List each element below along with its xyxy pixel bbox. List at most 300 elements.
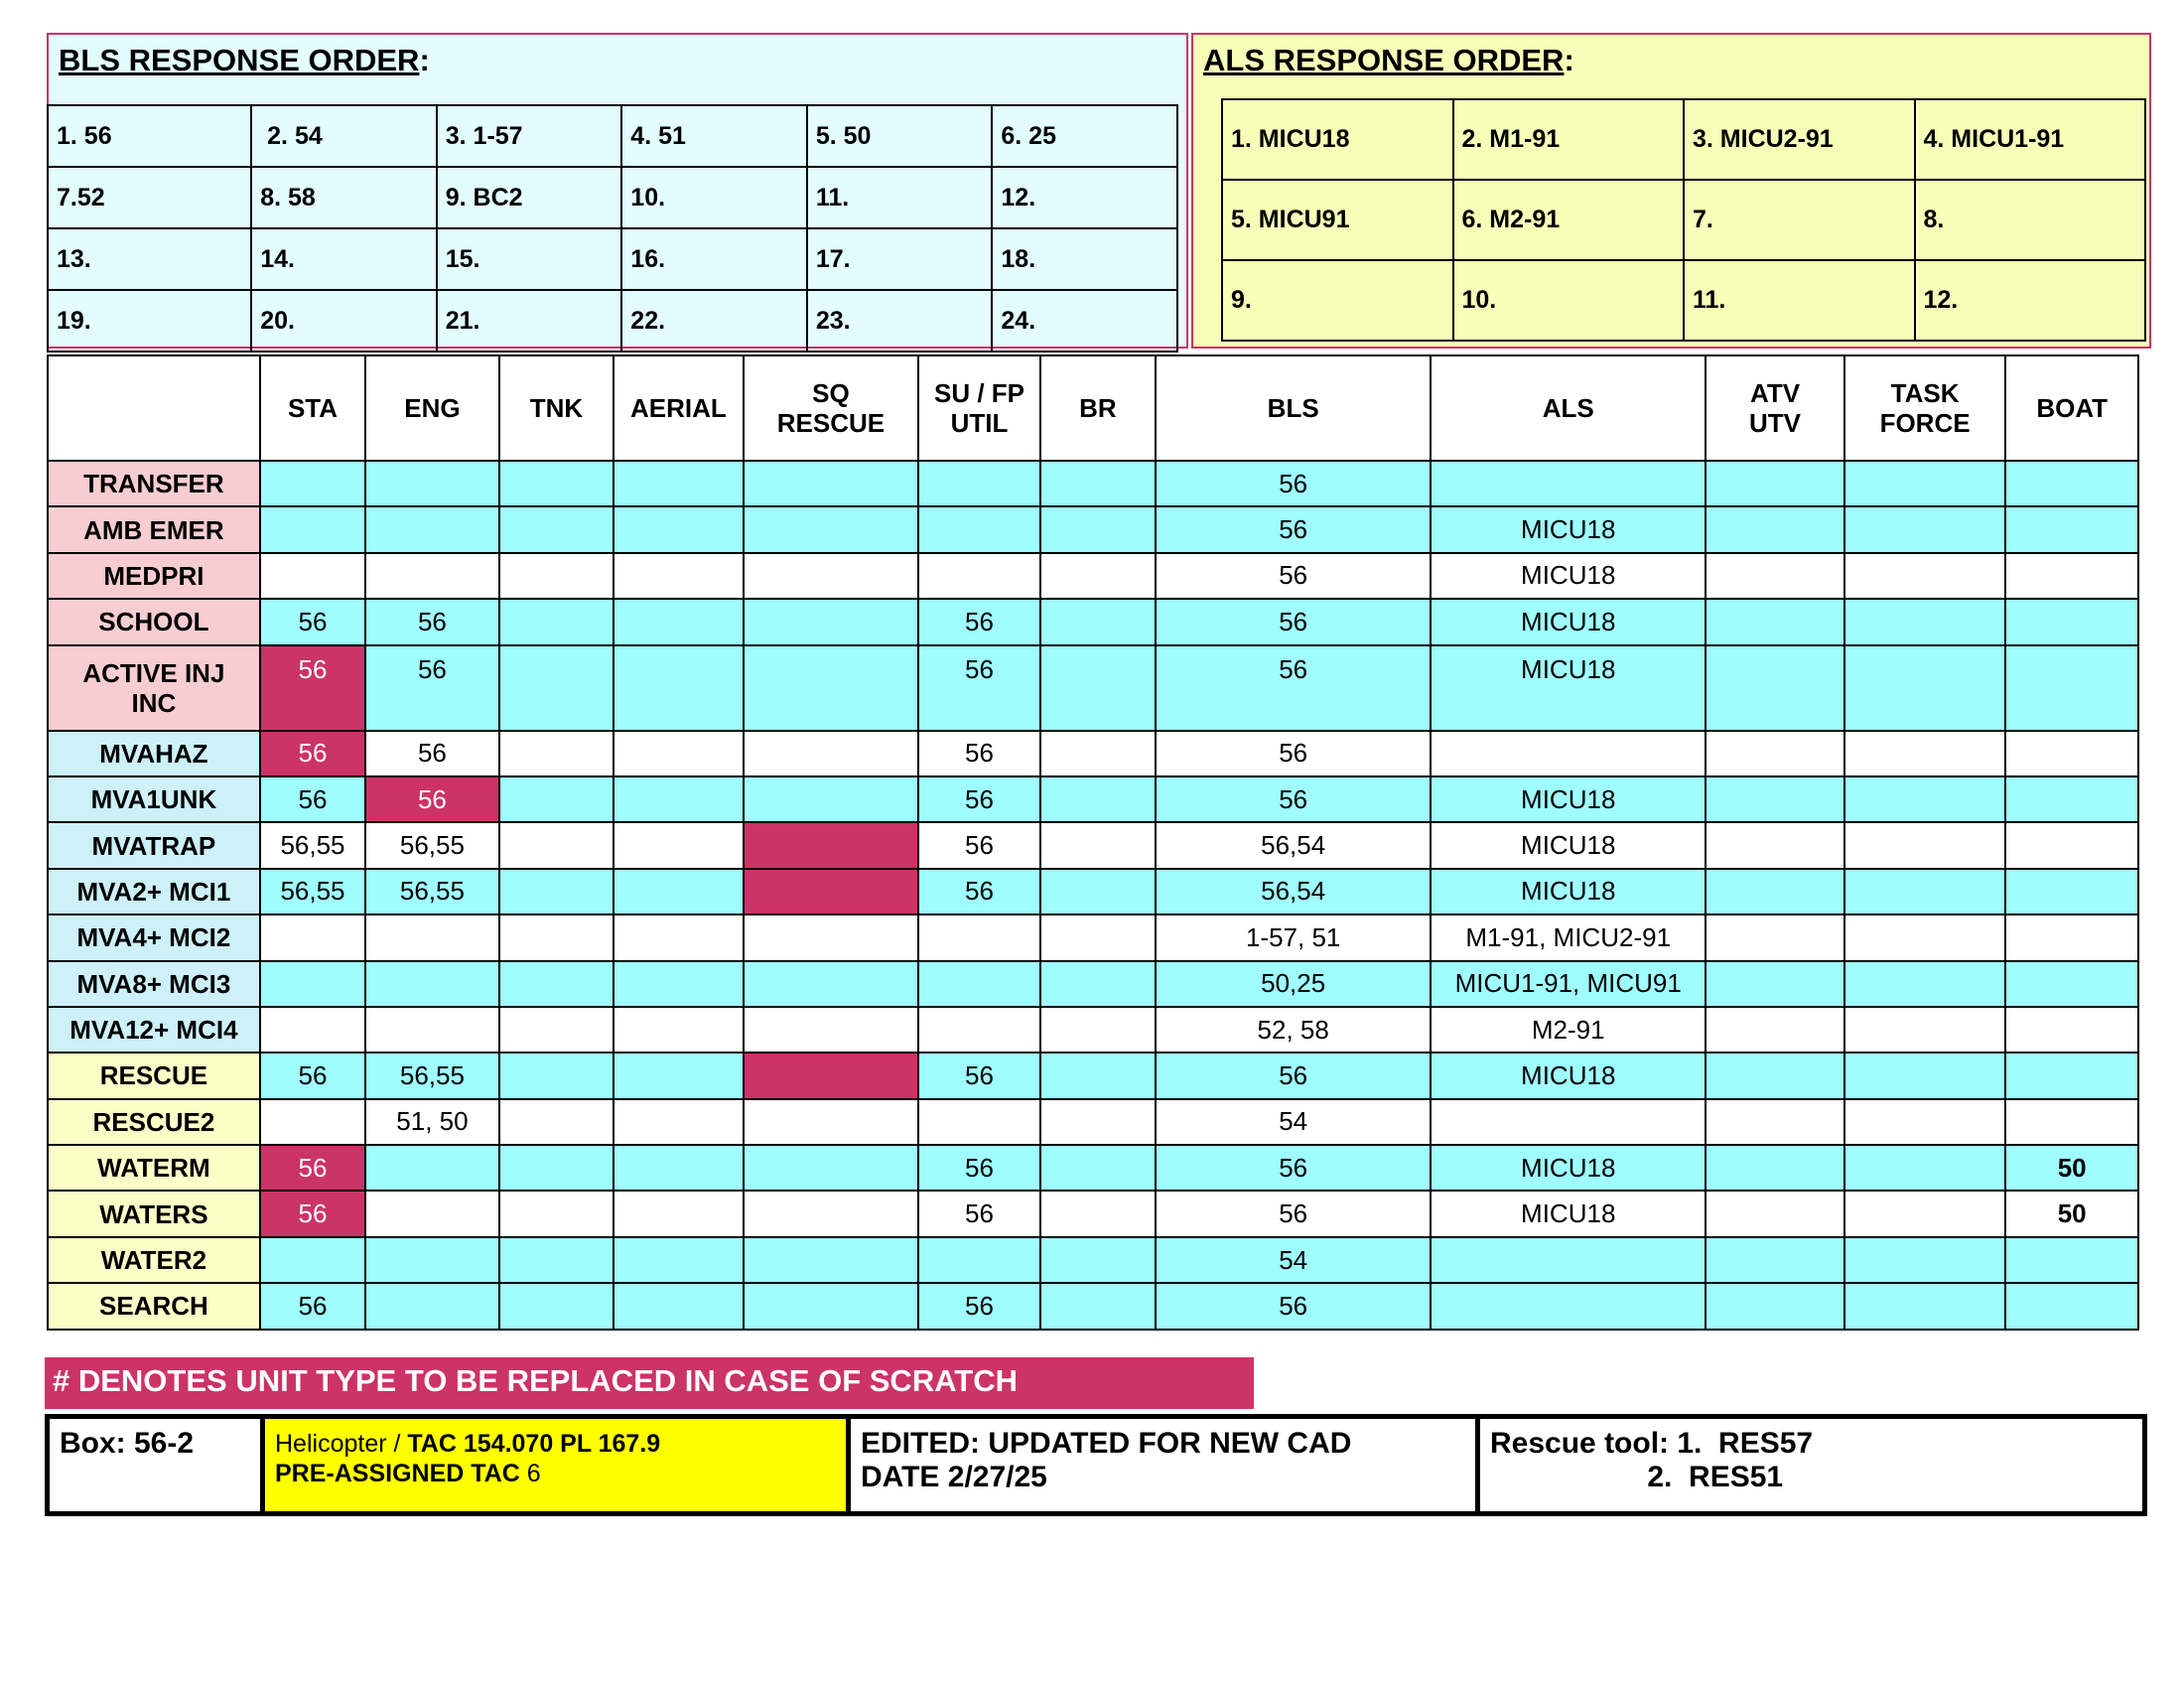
unit-assignment-cell — [1844, 1191, 2006, 1236]
unit-assignment-cell — [499, 1007, 614, 1053]
als-response-order-panel — [1191, 33, 2151, 349]
bls-order-row — [48, 290, 1177, 352]
edited-note: EDITED: UPDATED FOR NEW CAD — [861, 1427, 1352, 1460]
grid-row — [48, 1283, 2138, 1329]
unit-assignment-cell: 56 — [918, 645, 1039, 731]
incident-type-label: MVA2+ MCI1 — [48, 869, 260, 914]
grid-row — [48, 822, 2138, 868]
unit-assignment-cell: 56 — [918, 1191, 1039, 1236]
bls-order-cell: 4. 51 — [621, 105, 807, 167]
unit-assignment-cell: 56,54 — [1156, 869, 1431, 914]
bls-order-cell: 16. — [621, 228, 807, 290]
unit-assignment-cell — [918, 553, 1039, 599]
incident-type-label: MVA8+ MCI3 — [48, 961, 260, 1007]
als-order-row — [1222, 260, 2145, 341]
unit-assignment-cell: 56 — [918, 869, 1039, 914]
incident-type-label: MVA1UNK — [48, 776, 260, 822]
unit-assignment-cell — [614, 731, 743, 776]
als-order-table — [1221, 98, 2146, 342]
unit-assignment-cell — [1040, 776, 1156, 822]
unit-assignment-cell — [1706, 645, 1844, 731]
unit-assignment-cell — [1040, 506, 1156, 552]
als-order-cell: 7. — [1684, 180, 1915, 260]
als-order-cell: 5. MICU91 — [1222, 180, 1453, 260]
unit-assignment-cell: 56 — [918, 1145, 1039, 1191]
unit-assignment-cell — [1706, 506, 1844, 552]
unit-assignment-cell — [1040, 1099, 1156, 1145]
unit-assignment-cell — [1040, 869, 1156, 914]
als-order-cell: 6. M2-91 — [1453, 180, 1685, 260]
unit-assignment-cell — [2005, 914, 2138, 960]
unit-assignment-cell — [499, 645, 614, 731]
unit-assignment-cell — [1706, 1283, 1844, 1329]
unit-assignment-cell — [614, 1191, 743, 1236]
unit-assignment-cell: 56,55 — [365, 1053, 499, 1098]
unit-assignment-cell: 56,55 — [260, 822, 365, 868]
unit-assignment-cell — [744, 461, 919, 506]
bls-order-cell: 21. — [437, 290, 622, 352]
unit-assignment-cell: 56 — [918, 1283, 1039, 1329]
incident-type-label: MVATRAP — [48, 822, 260, 868]
unit-assignment-cell — [1844, 461, 2006, 506]
unit-assignment-cell — [260, 961, 365, 1007]
grid-row — [48, 1191, 2138, 1236]
unit-assignment-cell — [1040, 645, 1156, 731]
unit-assignment-cell — [744, 1191, 919, 1236]
unit-assignment-cell — [1040, 1283, 1156, 1329]
unit-assignment-cell: 56,55 — [365, 822, 499, 868]
unit-assignment-cell — [1844, 731, 2006, 776]
helicopter-info — [265, 1419, 851, 1511]
column-header: ALS — [1431, 355, 1706, 461]
unit-assignment-cell: 54 — [1156, 1099, 1431, 1145]
unit-assignment-cell — [1844, 776, 2006, 822]
unit-assignment-cell: 56 — [1156, 461, 1431, 506]
column-header: TASK FORCE — [1844, 355, 2006, 461]
unit-assignment-cell — [260, 1237, 365, 1283]
bls-order-cell: 5. 50 — [807, 105, 993, 167]
unit-assignment-cell — [1431, 1283, 1706, 1329]
unit-assignment-cell — [499, 731, 614, 776]
helicopter-label: Helicopter / — [275, 1430, 408, 1458]
als-order-cell: 1. MICU18 — [1222, 99, 1453, 180]
unit-assignment-cell: 56 — [260, 1191, 365, 1236]
unit-assignment-cell — [2005, 1283, 2138, 1329]
incident-type-label: WATER2 — [48, 1237, 260, 1283]
unit-assignment-cell — [499, 461, 614, 506]
unit-assignment-cell — [2005, 645, 2138, 731]
edit-info — [851, 1419, 1480, 1511]
unit-assignment-cell — [1844, 553, 2006, 599]
als-order-cell: 3. MICU2-91 — [1684, 99, 1915, 180]
unit-assignment-cell — [744, 1237, 919, 1283]
unit-assignment-cell: 56 — [260, 776, 365, 822]
unit-assignment-cell: 56 — [1156, 1283, 1431, 1329]
unit-assignment-cell — [744, 961, 919, 1007]
unit-assignment-cell: 56 — [918, 776, 1039, 822]
bls-order-cell: 12. — [992, 167, 1177, 228]
unit-assignment-cell — [1706, 961, 1844, 1007]
bls-order-cell: 15. — [437, 228, 622, 290]
preassigned-tac-label: PRE-ASSIGNED TAC — [275, 1460, 527, 1487]
unit-assignment-cell: 56 — [260, 1283, 365, 1329]
unit-assignment-cell: 56 — [365, 645, 499, 731]
unit-assignment-cell — [1040, 1145, 1156, 1191]
unit-assignment-cell: 56 — [918, 599, 1039, 644]
unit-assignment-cell — [614, 914, 743, 960]
unit-assignment-cell — [614, 645, 743, 731]
unit-assignment-cell — [744, 645, 919, 731]
unit-assignment-cell — [2005, 1053, 2138, 1098]
unit-assignment-cell — [614, 1237, 743, 1283]
unit-assignment-cell — [744, 1145, 919, 1191]
als-order-cell: 11. — [1684, 260, 1915, 341]
column-header: ATV UTV — [1706, 355, 1844, 461]
unit-assignment-cell — [1706, 1237, 1844, 1283]
unit-assignment-cell: M2-91 — [1431, 1007, 1706, 1053]
unit-assignment-cell — [614, 506, 743, 552]
unit-assignment-cell: 56 — [918, 731, 1039, 776]
grid-row — [48, 553, 2138, 599]
unit-assignment-cell — [365, 461, 499, 506]
unit-assignment-cell — [1706, 553, 1844, 599]
unit-assignment-cell: 51, 50 — [365, 1099, 499, 1145]
column-header: AERIAL — [614, 355, 743, 461]
column-header: SQ RESCUE — [744, 355, 919, 461]
unit-assignment-cell — [918, 961, 1039, 1007]
unit-assignment-cell — [918, 461, 1039, 506]
rescue-tool-info: Rescue tool: 1. RES57 2. RES51 — [1490, 1427, 1814, 1493]
unit-assignment-cell — [499, 776, 614, 822]
unit-assignment-cell: 56,54 — [1156, 822, 1431, 868]
unit-assignment-cell — [1706, 822, 1844, 868]
unit-assignment-cell: 56 — [260, 1053, 365, 1098]
als-order-cell: 9. — [1222, 260, 1453, 341]
unit-assignment-cell — [744, 506, 919, 552]
als-order-row — [1222, 99, 2145, 180]
grid-row — [48, 776, 2138, 822]
unit-assignment-cell — [365, 506, 499, 552]
unit-assignment-cell — [1706, 731, 1844, 776]
unit-assignment-cell: MICU18 — [1431, 1191, 1706, 1236]
bls-response-order-panel — [47, 33, 1188, 349]
unit-assignment-cell: 50 — [2005, 1191, 2138, 1236]
unit-assignment-cell: 52, 58 — [1156, 1007, 1431, 1053]
unit-assignment-cell — [499, 506, 614, 552]
unit-assignment-cell: 56 — [1156, 1053, 1431, 1098]
unit-assignment-cell: 56 — [918, 1053, 1039, 1098]
unit-assignment-cell — [614, 1053, 743, 1098]
grid-row — [48, 961, 2138, 1007]
incident-type-label: SCHOOL — [48, 599, 260, 644]
als-response-order-title: ALS RESPONSE ORDER: — [1203, 43, 1574, 77]
response-assignment-grid — [47, 354, 2139, 1331]
unit-assignment-cell — [1844, 961, 2006, 1007]
unit-assignment-cell: 54 — [1156, 1237, 1431, 1283]
bls-response-order-title: BLS RESPONSE ORDER: — [59, 43, 430, 77]
unit-assignment-cell — [2005, 961, 2138, 1007]
unit-assignment-cell — [2005, 1237, 2138, 1283]
als-order-cell: 8. — [1915, 180, 2146, 260]
unit-assignment-cell: 56 — [1156, 731, 1431, 776]
unit-assignment-cell — [1844, 1145, 2006, 1191]
unit-assignment-cell — [1706, 869, 1844, 914]
unit-assignment-cell — [614, 869, 743, 914]
column-header: BOAT — [2005, 355, 2138, 461]
unit-assignment-cell: 56 — [365, 731, 499, 776]
unit-assignment-cell — [2005, 553, 2138, 599]
unit-assignment-cell — [499, 1099, 614, 1145]
unit-assignment-cell — [2005, 506, 2138, 552]
unit-assignment-cell: M1-91, MICU2-91 — [1431, 914, 1706, 960]
als-order-cell: 4. MICU1-91 — [1915, 99, 2146, 180]
bls-order-cell: 9. BC2 — [437, 167, 622, 228]
unit-assignment-cell — [365, 1007, 499, 1053]
unit-assignment-cell — [1706, 1007, 1844, 1053]
unit-assignment-cell — [1040, 1053, 1156, 1098]
incident-type-label: MEDPRI — [48, 553, 260, 599]
unit-assignment-cell — [918, 1099, 1039, 1145]
scratch-note-banner: # DENOTES UNIT TYPE TO BE REPLACED IN CASE OF SCRATCH — [45, 1357, 1254, 1409]
bls-order-cell: 3. 1-57 — [437, 105, 622, 167]
unit-assignment-cell — [260, 506, 365, 552]
als-order-cell: 2. M1-91 — [1453, 99, 1685, 180]
unit-assignment-cell — [499, 599, 614, 644]
unit-assignment-cell — [1040, 1237, 1156, 1283]
edit-date: DATE 2/27/25 — [861, 1461, 1047, 1493]
unit-assignment-cell: 56 — [365, 599, 499, 644]
unit-assignment-cell: MICU18 — [1431, 1053, 1706, 1098]
incident-type-label: RESCUE2 — [48, 1099, 260, 1145]
unit-assignment-cell — [365, 1145, 499, 1191]
unit-assignment-cell — [744, 776, 919, 822]
unit-assignment-cell — [1431, 461, 1706, 506]
unit-assignment-cell — [499, 961, 614, 1007]
unit-assignment-cell — [1844, 1099, 2006, 1145]
bls-order-cell: 6. 25 — [992, 105, 1177, 167]
bls-order-cell: 14. — [251, 228, 437, 290]
unit-assignment-cell — [260, 461, 365, 506]
unit-assignment-cell — [1040, 961, 1156, 1007]
unit-assignment-cell: MICU18 — [1431, 506, 1706, 552]
unit-assignment-cell — [1844, 599, 2006, 644]
unit-assignment-cell — [2005, 461, 2138, 506]
unit-assignment-cell — [2005, 822, 2138, 868]
unit-assignment-cell — [365, 961, 499, 1007]
unit-assignment-cell — [1706, 914, 1844, 960]
unit-assignment-cell — [744, 1053, 919, 1098]
unit-assignment-cell: 56 — [365, 776, 499, 822]
grid-row — [48, 1099, 2138, 1145]
bls-order-cell: 24. — [992, 290, 1177, 352]
incident-type-label: MVA4+ MCI2 — [48, 914, 260, 960]
helicopter-tac: TAC 154.070 PL 167.9 — [407, 1430, 661, 1458]
unit-assignment-cell — [1431, 731, 1706, 776]
unit-assignment-cell — [744, 599, 919, 644]
unit-assignment-cell: 56 — [1156, 599, 1431, 644]
unit-assignment-cell — [614, 553, 743, 599]
incident-type-label: TRANSFER — [48, 461, 260, 506]
unit-assignment-cell — [1706, 599, 1844, 644]
unit-assignment-cell: MICU18 — [1431, 869, 1706, 914]
unit-assignment-cell — [614, 1145, 743, 1191]
unit-assignment-cell: 56 — [1156, 506, 1431, 552]
unit-assignment-cell — [499, 553, 614, 599]
bls-order-cell: 10. — [621, 167, 807, 228]
unit-assignment-cell — [1844, 506, 2006, 552]
unit-assignment-cell: 50,25 — [1156, 961, 1431, 1007]
grid-row — [48, 1237, 2138, 1283]
bls-order-cell: 2. 54 — [251, 105, 437, 167]
unit-assignment-cell — [918, 1007, 1039, 1053]
unit-assignment-cell: 56 — [260, 645, 365, 731]
unit-assignment-cell — [614, 822, 743, 868]
unit-assignment-cell — [614, 599, 743, 644]
unit-assignment-cell — [1844, 1053, 2006, 1098]
unit-assignment-cell — [918, 1237, 1039, 1283]
incident-type-label: SEARCH — [48, 1283, 260, 1329]
unit-assignment-cell: MICU18 — [1431, 1145, 1706, 1191]
unit-assignment-cell — [2005, 731, 2138, 776]
grid-row — [48, 1145, 2138, 1191]
unit-assignment-cell — [365, 914, 499, 960]
unit-assignment-cell: 56 — [260, 1145, 365, 1191]
grid-header-row — [48, 355, 2138, 461]
unit-assignment-cell — [499, 822, 614, 868]
unit-assignment-cell: 56 — [1156, 553, 1431, 599]
als-order-cell: 10. — [1453, 260, 1685, 341]
unit-assignment-cell — [744, 1007, 919, 1053]
unit-assignment-cell — [614, 1099, 743, 1145]
als-order-cell: 12. — [1915, 260, 2146, 341]
bls-order-row — [48, 167, 1177, 228]
unit-assignment-cell: MICU18 — [1431, 776, 1706, 822]
unit-assignment-cell: 56 — [1156, 645, 1431, 731]
unit-assignment-cell: 56,55 — [260, 869, 365, 914]
box-number: Box: 56-2 — [50, 1419, 265, 1511]
unit-assignment-cell — [614, 776, 743, 822]
grid-row — [48, 1053, 2138, 1098]
unit-assignment-cell: MICU18 — [1431, 645, 1706, 731]
unit-assignment-cell — [614, 1283, 743, 1329]
column-header: ENG — [365, 355, 499, 461]
footer-info-bar — [45, 1414, 2147, 1516]
unit-assignment-cell — [1706, 1099, 1844, 1145]
grid-row — [48, 645, 2138, 731]
unit-assignment-cell — [2005, 776, 2138, 822]
unit-assignment-cell — [1040, 553, 1156, 599]
incident-type-label: WATERM — [48, 1145, 260, 1191]
unit-assignment-cell — [1706, 1191, 1844, 1236]
bls-order-cell: 19. — [48, 290, 251, 352]
column-header: TNK — [499, 355, 614, 461]
unit-assignment-cell: MICU18 — [1431, 599, 1706, 644]
grid-row — [48, 914, 2138, 960]
grid-row — [48, 731, 2138, 776]
grid-corner-cell — [48, 355, 260, 461]
unit-assignment-cell — [2005, 599, 2138, 644]
unit-assignment-cell — [499, 1283, 614, 1329]
unit-assignment-cell: MICU18 — [1431, 553, 1706, 599]
unit-assignment-cell — [1706, 776, 1844, 822]
unit-assignment-cell — [744, 869, 919, 914]
unit-assignment-cell — [1431, 1237, 1706, 1283]
bls-order-cell: 22. — [621, 290, 807, 352]
incident-type-label: RESCUE — [48, 1053, 260, 1098]
preassigned-tac-value: 6 — [526, 1460, 541, 1487]
unit-assignment-cell — [1040, 461, 1156, 506]
unit-assignment-cell — [1706, 1053, 1844, 1098]
unit-assignment-cell: MICU18 — [1431, 822, 1706, 868]
unit-assignment-cell — [1844, 1283, 2006, 1329]
unit-assignment-cell: 1-57, 51 — [1156, 914, 1431, 960]
unit-assignment-cell — [1040, 1007, 1156, 1053]
incident-type-label: ACTIVE INJ INC — [48, 645, 260, 731]
unit-assignment-cell — [918, 506, 1039, 552]
grid-row — [48, 506, 2138, 552]
unit-assignment-cell — [365, 1191, 499, 1236]
unit-assignment-cell: 56 — [260, 731, 365, 776]
bls-order-table — [47, 104, 1178, 352]
bls-order-row — [48, 228, 1177, 290]
unit-assignment-cell — [2005, 1007, 2138, 1053]
unit-assignment-cell — [1844, 645, 2006, 731]
bls-order-cell: 8. 58 — [251, 167, 437, 228]
bls-order-cell: 11. — [807, 167, 993, 228]
unit-assignment-cell — [260, 1007, 365, 1053]
unit-assignment-cell: 50 — [2005, 1145, 2138, 1191]
unit-assignment-cell: 56 — [918, 822, 1039, 868]
unit-assignment-cell — [918, 914, 1039, 960]
unit-assignment-cell — [365, 553, 499, 599]
bls-order-cell: 18. — [992, 228, 1177, 290]
unit-assignment-cell: 56 — [1156, 1145, 1431, 1191]
unit-assignment-cell — [1844, 869, 2006, 914]
unit-assignment-cell — [365, 1237, 499, 1283]
unit-assignment-cell — [2005, 869, 2138, 914]
bls-order-cell: 20. — [251, 290, 437, 352]
bls-order-cell: 13. — [48, 228, 251, 290]
unit-assignment-cell: 56 — [260, 599, 365, 644]
unit-assignment-cell — [2005, 1099, 2138, 1145]
unit-assignment-cell — [1040, 599, 1156, 644]
unit-assignment-cell — [1040, 914, 1156, 960]
unit-assignment-cell — [744, 822, 919, 868]
bls-order-cell: 23. — [807, 290, 993, 352]
column-header: SU / FP UTIL — [918, 355, 1039, 461]
unit-assignment-cell — [499, 914, 614, 960]
unit-assignment-cell — [1040, 1191, 1156, 1236]
unit-assignment-cell — [260, 914, 365, 960]
unit-assignment-cell — [260, 1099, 365, 1145]
unit-assignment-cell — [1844, 1007, 2006, 1053]
incident-type-label: MVAHAZ — [48, 731, 260, 776]
unit-assignment-cell — [365, 1283, 499, 1329]
column-header: BLS — [1156, 355, 1431, 461]
grid-row — [48, 1007, 2138, 1053]
unit-assignment-cell — [744, 553, 919, 599]
bls-order-cell: 1. 56 — [48, 105, 251, 167]
unit-assignment-cell: 56 — [1156, 776, 1431, 822]
unit-assignment-cell — [499, 869, 614, 914]
grid-row — [48, 869, 2138, 914]
bls-order-row — [48, 105, 1177, 167]
unit-assignment-cell — [614, 461, 743, 506]
incident-type-label: MVA12+ MCI4 — [48, 1007, 260, 1053]
unit-assignment-cell — [499, 1191, 614, 1236]
unit-assignment-cell — [744, 731, 919, 776]
grid-row — [48, 461, 2138, 506]
